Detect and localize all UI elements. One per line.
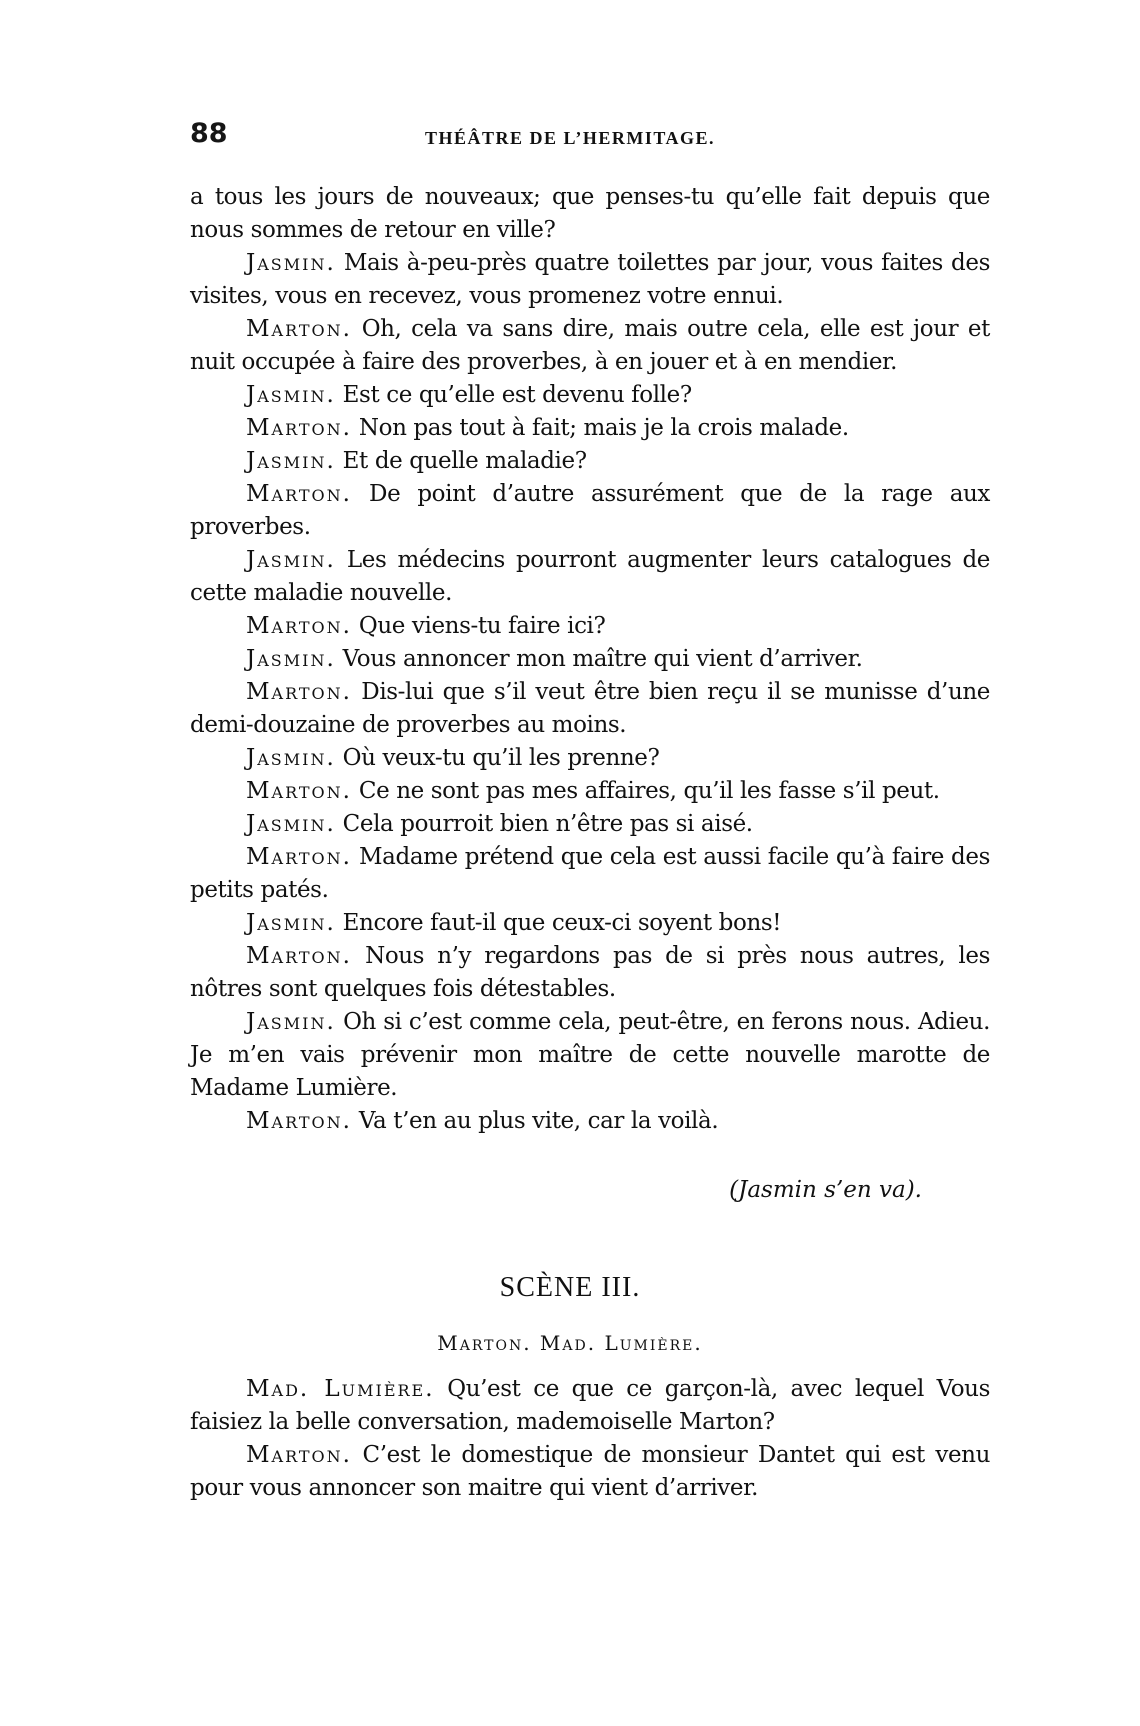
speaker-name: Jasmin. <box>246 1009 336 1035</box>
speaker-name: Marton. <box>246 316 352 342</box>
dialogue-paragraph <box>190 379 990 412</box>
speaker-name: Marton. <box>246 481 352 507</box>
speech-text: Et de quelle maladie? <box>342 448 587 474</box>
speech-text: Ce ne sont pas mes affaires, qu’il les fasse s’il peut. <box>358 778 940 804</box>
dialogue-paragraph <box>190 1006 990 1105</box>
speech-text: Que viens-tu faire ici? <box>358 613 606 639</box>
scene-dialogue-text <box>190 1373 990 1505</box>
dialogue-paragraph <box>190 940 990 1006</box>
speech-text: De point d’autre assurément que de la rage aux proverbes. <box>190 481 990 540</box>
speaker-name: Jasmin. <box>246 910 336 936</box>
speaker-name: Marton. <box>246 613 352 639</box>
dialogue-paragraph <box>190 247 990 313</box>
speech-text: Va t’en au plus vite, car la voilà. <box>358 1108 719 1134</box>
scene-title: SCÈNE III. <box>499 1272 641 1303</box>
dialogue-paragraph <box>190 1439 990 1505</box>
dialogue-paragraph <box>190 1373 990 1439</box>
speech-text: Madame prétend que cela est aussi facile qu’à faire des petits patés. <box>190 844 990 903</box>
speech-text: C’est le domestique de monsieur Dantet qui est venu pour vous annoncer son maitre qui vient d’arriver. <box>190 1442 990 1501</box>
speech-text: Encore faut-il que ceux-ci soyent bons! <box>342 910 782 936</box>
dialogue-paragraph <box>190 775 990 808</box>
speaker-name: Marton. <box>246 415 352 441</box>
speech-text: Où veux-tu qu’il les prenne? <box>342 745 660 771</box>
dialogue-paragraph <box>190 445 990 478</box>
speaker-name: Marton. <box>246 1108 352 1134</box>
dialogue-paragraph <box>190 808 990 841</box>
speaker-name: Jasmin. <box>246 811 336 837</box>
speech-text: Non pas tout à fait; mais je la crois malade. <box>358 415 849 441</box>
speaker-name: Jasmin. <box>246 745 336 771</box>
page-header <box>190 118 990 158</box>
speaker-name: Marton. <box>246 778 352 804</box>
dialogue-paragraph <box>190 313 990 379</box>
speech-text: Vous annoncer mon maître qui vient d’arriver. <box>342 646 863 672</box>
speech-text: Cela pourroit bien n’être pas si aisé. <box>342 811 753 837</box>
dialogue-paragraph <box>190 907 990 940</box>
speaker-name: Marton. <box>246 943 352 969</box>
speaker-name: Mad. Lumière. <box>246 1376 435 1402</box>
dialogue-paragraph <box>190 412 990 445</box>
speaker-name: Marton. <box>246 1442 352 1468</box>
dialogue-paragraph <box>190 181 990 247</box>
speaker-name: Marton. <box>246 679 352 705</box>
dialogue-paragraph <box>190 610 990 643</box>
speaker-name: Jasmin. <box>246 547 336 573</box>
speech-text: Oh, cela va sans dire, mais outre cela, elle est jour et nuit occupée à faire des proverbes, à en jouer et à en mendier. <box>190 316 990 375</box>
speaker-name: Marton. <box>246 844 352 870</box>
dialogue-paragraph <box>190 676 990 742</box>
dialogue-text <box>190 181 990 1138</box>
dialogue-paragraph <box>190 841 990 907</box>
speaker-name: Jasmin. <box>246 646 336 672</box>
speaker-name: Jasmin. <box>246 250 336 276</box>
stage-direction: (Jasmin s’en va). <box>729 1177 922 1203</box>
dialogue-paragraph <box>190 1105 990 1138</box>
page-number: 88 <box>190 118 228 149</box>
speech-text: Les médecins pourront augmenter leurs catalogues de cette maladie nouvelle. <box>190 547 990 606</box>
speech-text: Dis-lui que s’il veut être bien reçu il se munisse d’une demi-douzaine de proverbes au moins. <box>190 679 990 738</box>
scene-characters: Marton. Mad. Lumière. <box>437 1331 703 1355</box>
speech-text: Est ce qu’elle est devenu folle? <box>342 382 692 408</box>
dialogue-paragraph <box>190 742 990 775</box>
speech-text: Qu’est ce que ce garçon-là, avec lequel Vous faisiez la belle conversation, mademoiselle Marton? <box>190 1376 990 1435</box>
speech-text: a tous les jours de nouveaux; que penses-tu qu’elle fait depuis que nous sommes de retour en ville? <box>190 184 990 243</box>
speaker-name: Jasmin. <box>246 382 336 408</box>
speech-text: Oh si c’est comme cela, peut-être, en ferons nous. Adieu. Je m’en vais prévenir mon maître de cette nouvelle marotte de Madame Lumière. <box>190 1009 990 1101</box>
speaker-name: Jasmin. <box>246 448 336 474</box>
dialogue-paragraph <box>190 643 990 676</box>
dialogue-paragraph <box>190 478 990 544</box>
dialogue-paragraph <box>190 544 990 610</box>
speech-text: Nous n’y regardons pas de si près nous autres, les nôtres sont quelques fois détestables. <box>190 943 990 1002</box>
speech-text: Mais à-peu-près quatre toilettes par jour, vous faites des visites, vous en recevez, vous promenez votre ennui. <box>190 250 990 309</box>
running-head: THÉÂTRE DE L’HERMITAGE. <box>425 128 716 148</box>
